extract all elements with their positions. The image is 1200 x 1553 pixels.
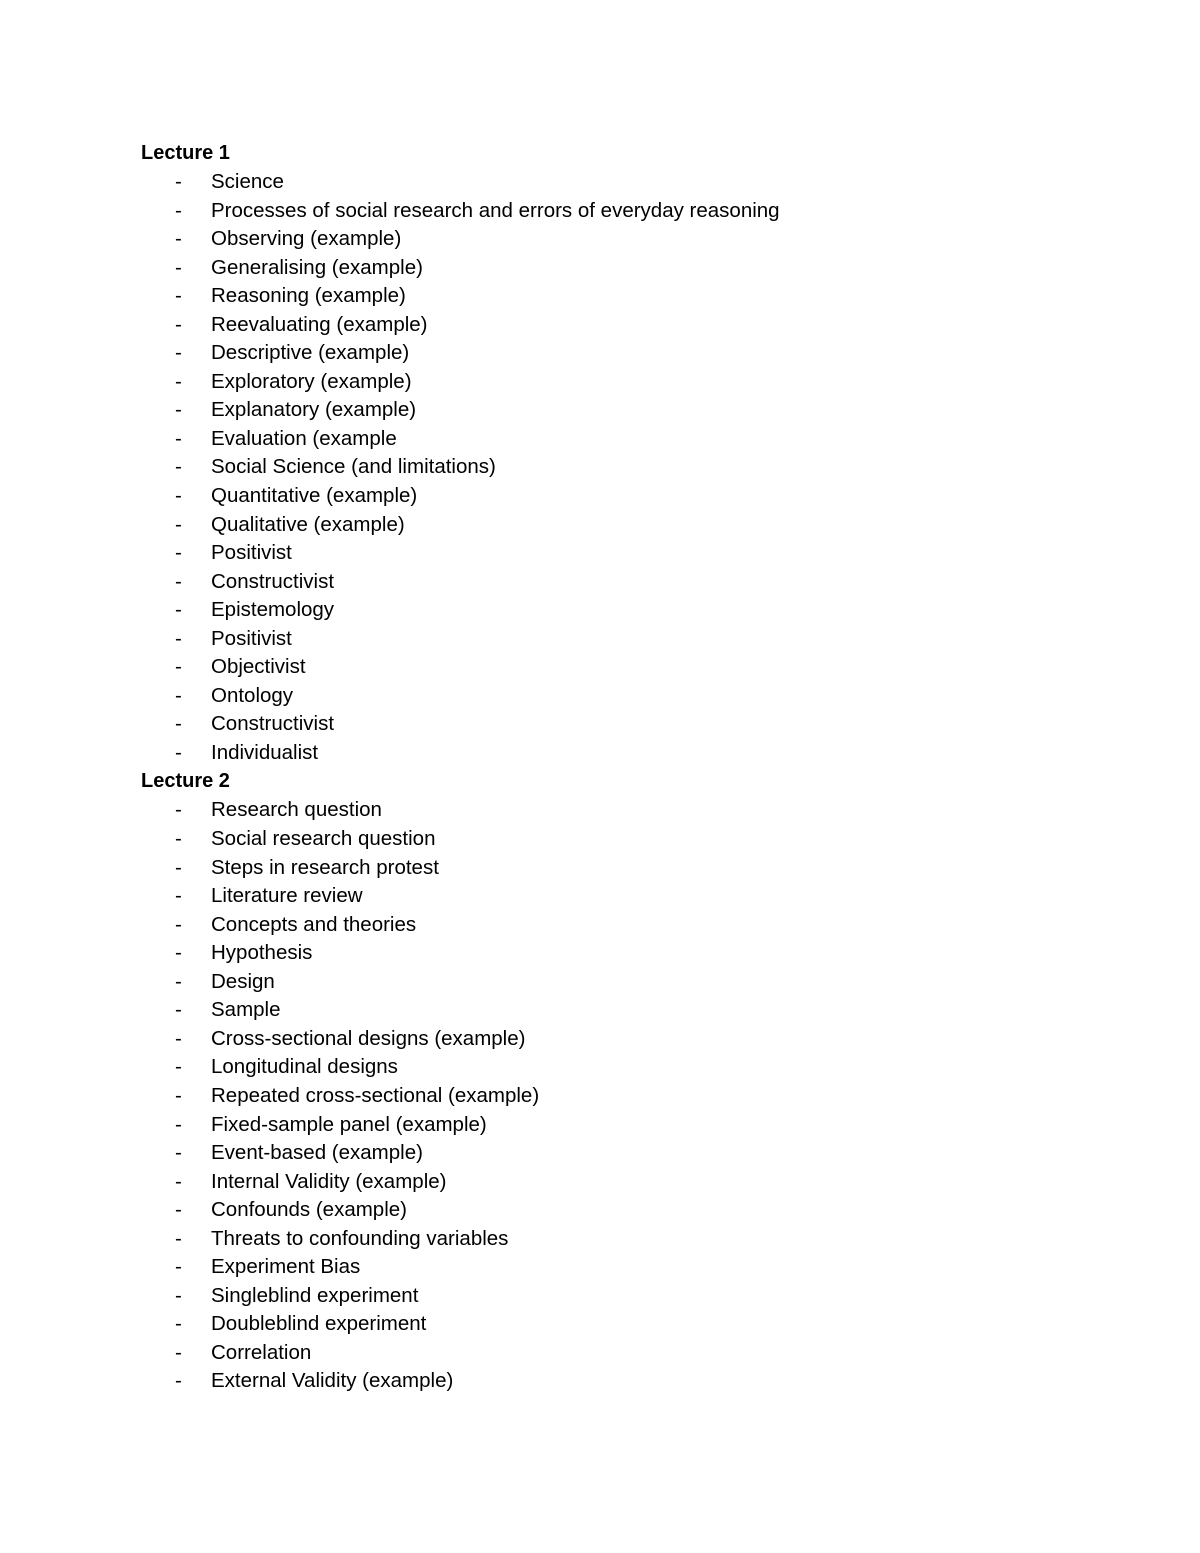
list-item (141, 1082, 1121, 1111)
list-item (141, 1225, 1121, 1254)
document-content (141, 139, 1121, 1396)
list-item (141, 1253, 1121, 1282)
dash-bullet: - (175, 541, 182, 565)
list-item-text: Correlation (211, 1340, 312, 1364)
dash-bullet: - (175, 941, 182, 965)
list-item (141, 1053, 1121, 1082)
list-item (141, 396, 1121, 425)
dash-bullet: - (175, 912, 182, 936)
list-item-text: Evaluation (example (211, 426, 397, 450)
list-item-text: Threats to confounding variables (211, 1226, 509, 1250)
dash-bullet: - (175, 827, 182, 851)
list-item-text: Experiment Bias (211, 1255, 361, 1279)
list-item-text: Science (211, 170, 284, 193)
list-item-text: Reevaluating (example) (211, 312, 428, 336)
dash-bullet: - (175, 1369, 182, 1393)
list-item-text: Social Science (and limitations) (211, 455, 496, 479)
list-item-text: Internal Validity (example) (211, 1169, 447, 1193)
dash-bullet: - (175, 655, 182, 679)
list-item-text: Constructivist (211, 569, 335, 593)
list-item-text: Doubleblind experiment (211, 1312, 427, 1336)
topic-list (141, 796, 1121, 1395)
list-item (141, 996, 1121, 1025)
dash-bullet: - (175, 712, 182, 736)
dash-bullet: - (175, 398, 182, 422)
list-item-text: Confounds (example) (211, 1198, 407, 1222)
list-item (141, 882, 1121, 911)
dash-bullet: - (175, 884, 182, 908)
list-item (141, 796, 1121, 825)
list-item (141, 254, 1121, 283)
list-item-text: Ontology (211, 683, 294, 707)
list-item (141, 739, 1121, 768)
list-item (141, 1111, 1121, 1140)
dash-bullet: - (175, 683, 182, 707)
dash-bullet: - (175, 455, 182, 479)
dash-bullet: - (175, 255, 182, 279)
dash-bullet: - (175, 969, 182, 993)
dash-bullet: - (175, 227, 182, 251)
dash-bullet: - (175, 1283, 182, 1307)
list-item-text: Event-based (example) (211, 1141, 423, 1165)
list-item-text: Processes of social research and errors of everyday reasoning (211, 198, 780, 222)
list-item (141, 1139, 1121, 1168)
dash-bullet: - (175, 1169, 182, 1193)
dash-bullet: - (175, 1226, 182, 1250)
dash-bullet: - (175, 740, 182, 764)
list-item-text: Individualist (211, 740, 319, 764)
list-item-text: Descriptive (example) (211, 341, 410, 365)
list-item (141, 625, 1121, 654)
dash-bullet: - (175, 626, 182, 650)
lecture-heading: Lecture 2 (141, 770, 230, 793)
dash-bullet: - (175, 170, 182, 193)
dash-bullet: - (175, 1141, 182, 1165)
dash-bullet: - (175, 1340, 182, 1364)
list-item (141, 968, 1121, 997)
dash-bullet: - (175, 569, 182, 593)
list-item-text: Repeated cross-sectional (example) (211, 1083, 540, 1107)
list-item-text: Literature review (211, 884, 363, 908)
list-item (141, 197, 1121, 226)
dash-bullet: - (175, 1198, 182, 1222)
list-item-text: Longitudinal designs (211, 1055, 398, 1079)
list-item (141, 1025, 1121, 1054)
list-item-text: Sample (211, 998, 281, 1022)
list-item-text: Positivist (211, 626, 292, 650)
list-item (141, 1196, 1121, 1225)
dash-bullet: - (175, 484, 182, 508)
list-item-text: Steps in research protest (211, 855, 439, 879)
list-item-text: Epistemology (211, 598, 335, 622)
list-item (141, 539, 1121, 568)
list-item (141, 282, 1121, 311)
list-item (141, 368, 1121, 397)
list-item-text: Generalising (example) (211, 255, 423, 279)
list-item (141, 568, 1121, 597)
topic-list (141, 168, 1121, 767)
dash-bullet: - (175, 598, 182, 622)
list-item-text: Design (211, 969, 275, 993)
list-item-text: Positivist (211, 541, 292, 565)
dash-bullet: - (175, 1255, 182, 1279)
list-item (141, 425, 1121, 454)
dash-bullet: - (175, 1026, 182, 1050)
dash-bullet: - (175, 341, 182, 365)
list-item-text: Observing (example) (211, 227, 402, 251)
list-item (141, 682, 1121, 711)
list-item-text: Reasoning (example) (211, 284, 406, 308)
dash-bullet: - (175, 198, 182, 222)
list-item (141, 596, 1121, 625)
list-item-text: Singleblind experiment (211, 1283, 419, 1307)
dash-bullet: - (175, 1312, 182, 1336)
list-item-text: External Validity (example) (211, 1369, 454, 1393)
list-item (141, 168, 1121, 197)
dash-bullet: - (175, 998, 182, 1022)
list-item (141, 854, 1121, 883)
list-item (141, 911, 1121, 940)
list-item-text: Cross-sectional designs (example) (211, 1026, 526, 1050)
list-item (141, 710, 1121, 739)
list-item (141, 825, 1121, 854)
list-item-text: Objectivist (211, 655, 306, 679)
lecture-heading: Lecture 1 (141, 142, 230, 164)
list-item-text: Explanatory (example) (211, 398, 417, 422)
dash-bullet: - (175, 1112, 182, 1136)
dash-bullet: - (175, 369, 182, 393)
list-item (141, 939, 1121, 968)
dash-bullet: - (175, 855, 182, 879)
list-item-text: Exploratory (example) (211, 369, 412, 393)
list-item (141, 339, 1121, 368)
list-item-text: Hypothesis (211, 941, 313, 965)
dash-bullet: - (175, 312, 182, 336)
list-item (141, 1168, 1121, 1197)
list-item (141, 311, 1121, 340)
list-item (141, 511, 1121, 540)
dash-bullet: - (175, 284, 182, 308)
dash-bullet: - (175, 798, 182, 822)
list-item-text: Research question (211, 798, 382, 822)
lecture-section (141, 139, 1121, 767)
list-item (141, 653, 1121, 682)
list-item (141, 1339, 1121, 1368)
list-item-text: Quantitative (example) (211, 484, 418, 508)
dash-bullet: - (175, 512, 182, 536)
list-item (141, 1282, 1121, 1311)
dash-bullet: - (175, 426, 182, 450)
lecture-section (141, 767, 1121, 1395)
list-item-text: Social research question (211, 827, 436, 851)
list-item-text: Concepts and theories (211, 912, 417, 936)
list-item-text: Fixed-sample panel (example) (211, 1112, 487, 1136)
dash-bullet: - (175, 1083, 182, 1107)
list-item-text: Qualitative (example) (211, 512, 405, 536)
list-item (141, 453, 1121, 482)
list-item (141, 1367, 1121, 1396)
list-item (141, 482, 1121, 511)
dash-bullet: - (175, 1055, 182, 1079)
list-item (141, 1310, 1121, 1339)
list-item-text: Constructivist (211, 712, 335, 736)
list-item (141, 225, 1121, 254)
